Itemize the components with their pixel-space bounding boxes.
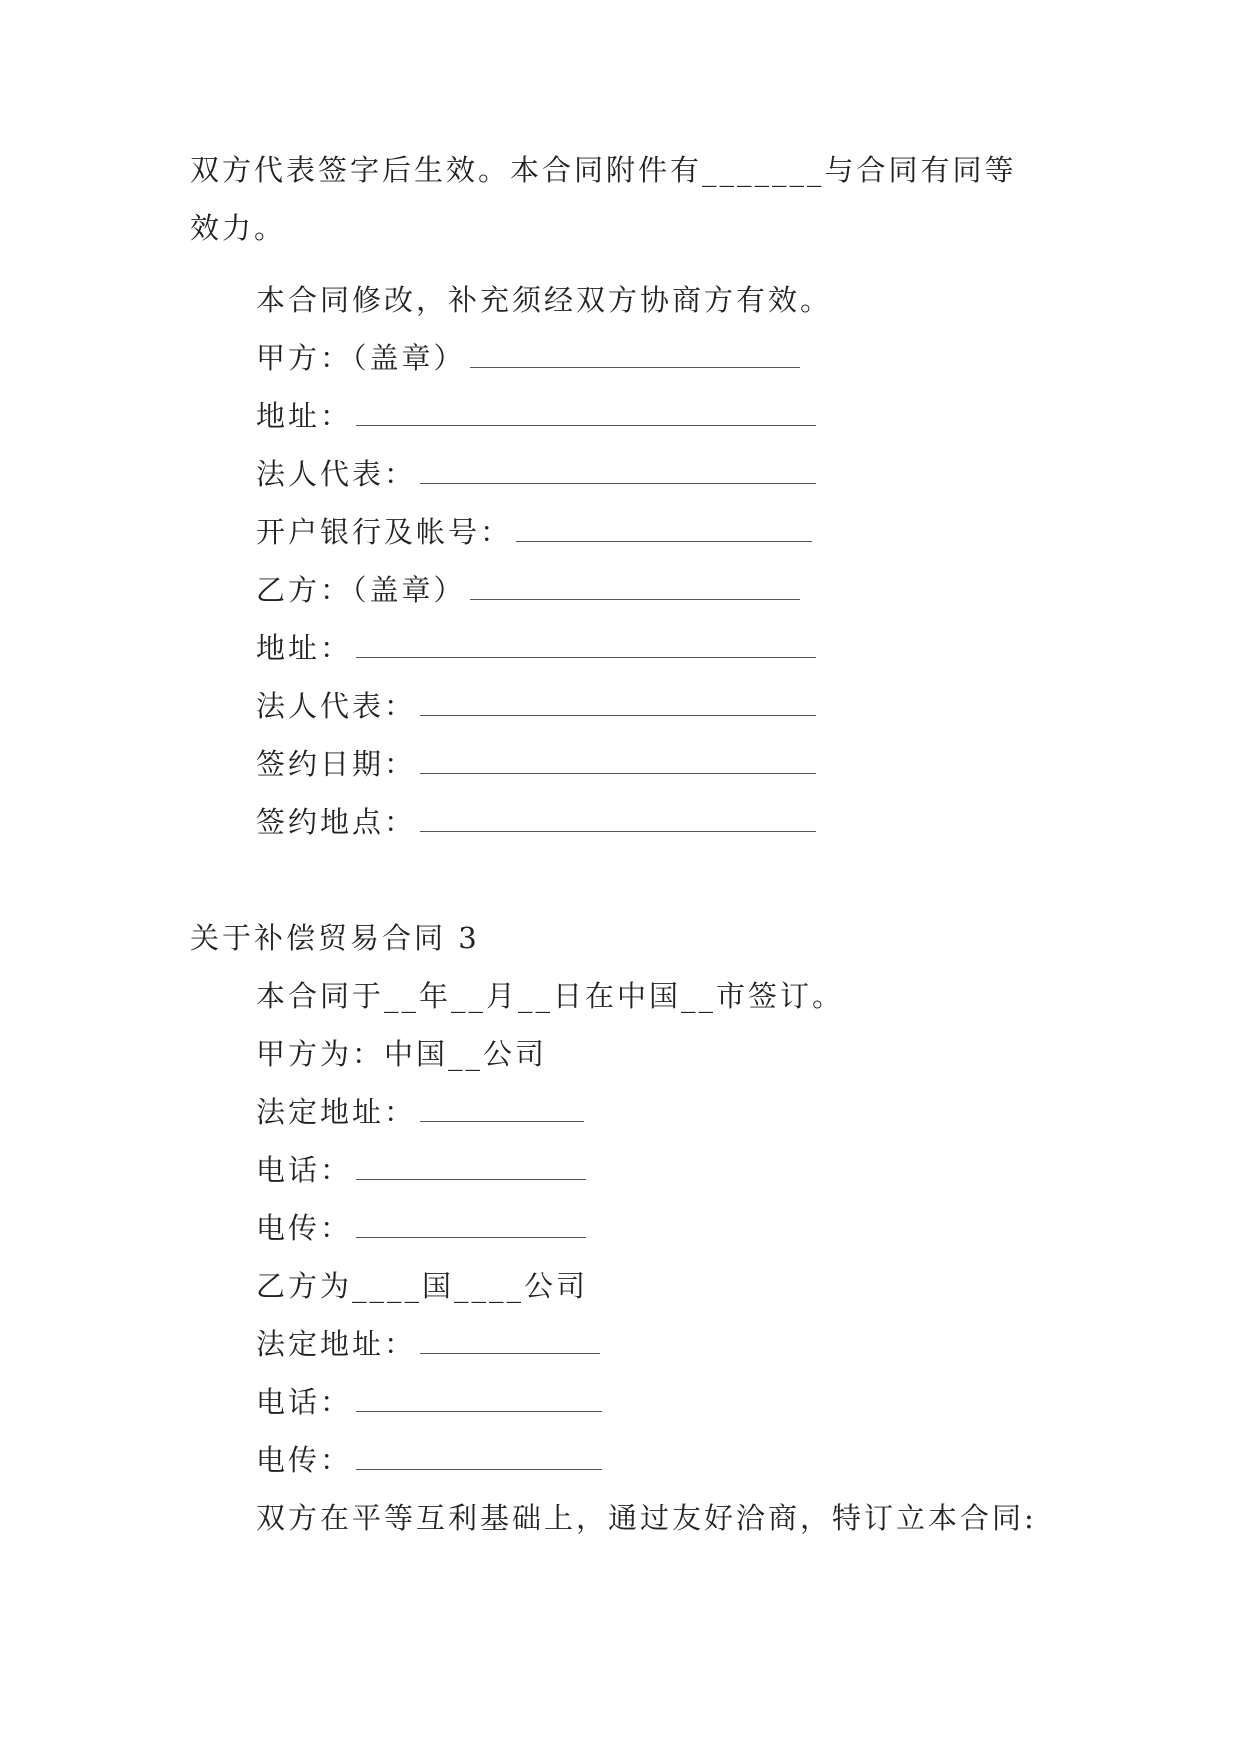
party-a-bank-blank <box>516 540 812 542</box>
party-a-legal-address-row <box>256 1092 584 1132</box>
party-b-legal-rep-row <box>256 686 816 726</box>
party-a-legal-rep-label: 法人代表： <box>256 457 417 491</box>
party-a-address-blank <box>356 424 816 426</box>
party-b-legal-address-row <box>256 1324 600 1364</box>
party-b-legal-rep-label: 法人代表： <box>256 689 417 723</box>
party-a-seal-blank <box>470 366 800 368</box>
party-a-fax-label: 电传： <box>256 1211 353 1245</box>
signing-place-blank <box>420 830 816 832</box>
party-a-line: 甲方为：中国__公司 <box>256 1037 548 1071</box>
party-b-address-label: 地址： <box>256 631 353 665</box>
party-a-legal-rep-row <box>256 454 816 494</box>
party-b-seal-row <box>256 570 800 610</box>
signing-place-row <box>256 802 816 842</box>
party-a-legal-address-blank <box>420 1120 584 1122</box>
amendment-clause: 本合同修改，补充须经双方协商方有效。 <box>256 283 833 317</box>
party-b-fax-blank <box>356 1468 602 1470</box>
party-b-line: 乙方为____国____公司 <box>256 1269 589 1303</box>
party-b-phone-row <box>256 1382 602 1422</box>
party-a-phone-row <box>256 1150 586 1190</box>
signing-place-label: 签约地点： <box>256 805 417 839</box>
party-a-bank-label: 开户银行及帐号： <box>256 515 513 549</box>
date-place-line: 本合同于__年__月__日在中国__市签订。 <box>256 979 845 1013</box>
party-b-address-blank <box>356 656 816 658</box>
party-b-legal-address-label: 法定地址： <box>256 1327 417 1361</box>
party-a-legal-address-label: 法定地址： <box>256 1095 417 1129</box>
signing-date-row <box>256 744 816 784</box>
intro-line-2: 效力。 <box>190 211 287 245</box>
party-b-legal-address-blank <box>420 1352 600 1354</box>
party-b-phone-blank <box>356 1410 602 1412</box>
party-a-bank-row <box>256 512 812 552</box>
party-a-seal-row <box>256 338 800 378</box>
party-b-phone-label: 电话： <box>256 1385 353 1419</box>
closing-line: 双方在平等互利基础上，通过友好洽商，特订立本合同: <box>256 1501 1037 1535</box>
party-a-fax-row <box>256 1208 586 1248</box>
party-a-address-row <box>256 396 816 436</box>
party-a-address-label: 地址： <box>256 399 353 433</box>
party-a-phone-label: 电话： <box>256 1153 353 1187</box>
party-b-seal-label: 乙方：（盖章） <box>256 573 466 607</box>
party-a-legal-rep-blank <box>420 482 816 484</box>
party-a-fax-blank <box>356 1236 586 1238</box>
party-a-seal-label: 甲方：（盖章） <box>256 341 466 375</box>
section-title: 关于补偿贸易合同 3 <box>190 921 480 955</box>
signing-date-blank <box>420 772 816 774</box>
party-b-legal-rep-blank <box>420 714 816 716</box>
signing-date-label: 签约日期： <box>256 747 417 781</box>
intro-line-1: 双方代表签字后生效。本合同附件有_______与合同有同等 <box>190 153 1017 187</box>
party-b-fax-row <box>256 1440 602 1480</box>
party-a-phone-blank <box>356 1178 586 1180</box>
party-b-address-row <box>256 628 816 668</box>
party-b-seal-blank <box>470 598 800 600</box>
party-b-fax-label: 电传： <box>256 1443 353 1477</box>
